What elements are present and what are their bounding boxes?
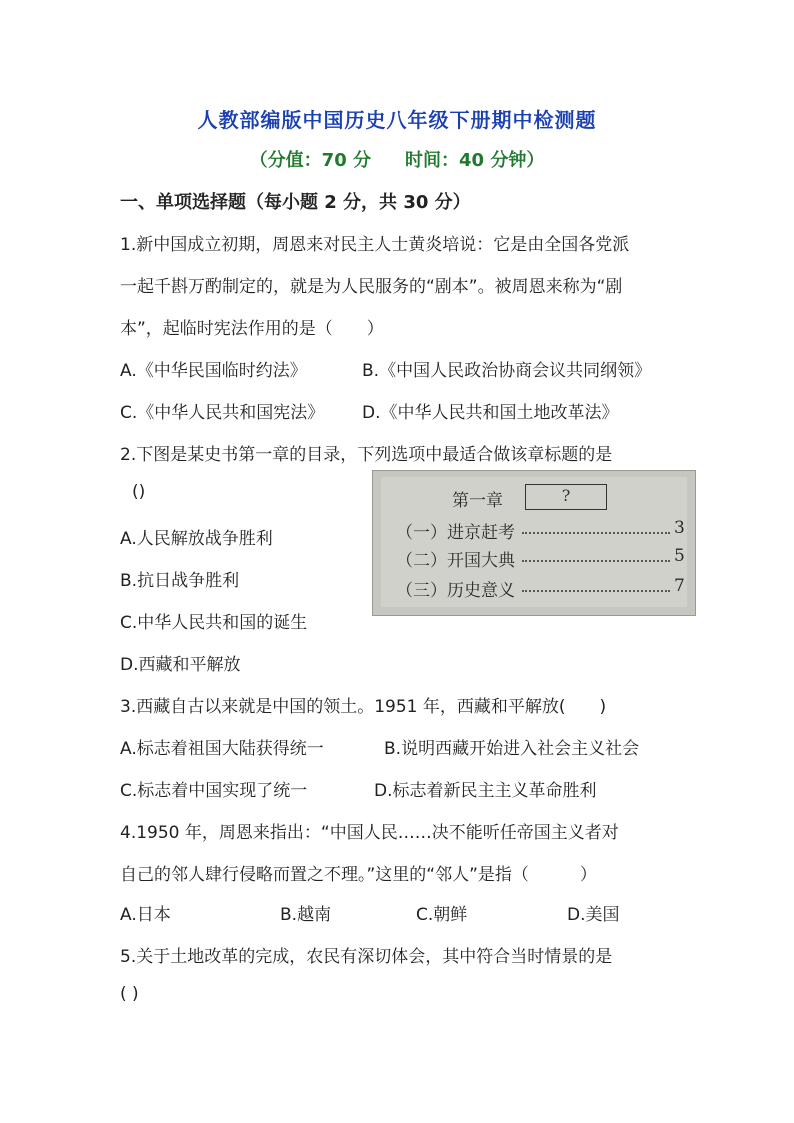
q3-option-b: B.说明西藏开始进入社会主义社会 (384, 739, 640, 759)
q2-line1: 2.下图是某史书第一章的目录，下列选项中最适合做该章标题的是 (120, 445, 613, 465)
q3-line1: 3.西藏自古以来就是中国的领土。1951 年，西藏和平解放( ) (120, 697, 607, 717)
toc-page-2: 5 (674, 546, 685, 566)
q1-line2: 一起千斟万酌制定的，就是为人民服务的“剧本”。被周恩来称为“剧 (120, 277, 623, 297)
toc-title-box: ? (525, 484, 607, 510)
toc-page-1: 3 (674, 518, 685, 538)
toc-dots-1 (522, 530, 670, 534)
q2-line2: () (132, 482, 146, 502)
q1-option-a: A.《中华民国临时约法》 (120, 361, 307, 381)
q4-option-d: D.美国 (567, 905, 620, 925)
q1-line3: 本”，起临时宪法作用的是（ ） (120, 319, 384, 339)
q5-line2: ( ) (120, 984, 139, 1004)
q5-line1: 5.关于土地改革的完成，农民有深切体会，其中符合当时情景的是 (120, 947, 613, 967)
q3-option-c: C.标志着中国实现了统一 (120, 781, 308, 801)
q4-line2: 自己的邻人肆行侵略而置之不理。”这里的“邻人”是指（ ） (120, 865, 597, 885)
toc-item-3: （三）历史意义 (396, 581, 515, 601)
q4-option-c: C.朝鲜 (416, 905, 468, 925)
section-heading: 一、单项选择题（每小题 2 分，共 30 分） (120, 192, 471, 213)
q2-option-b: B.抗日战争胜利 (120, 571, 240, 591)
q1-option-c: C.《中华人民共和国宪法》 (120, 403, 325, 423)
q1-option-b: B.《中国人民政治协商会议共同纲领》 (362, 361, 652, 381)
page-title: 人教部编版中国历史八年级下册期中检测题 (197, 108, 597, 132)
q2-option-c: C.中华人民共和国的诞生 (120, 613, 308, 633)
time-info: 时间：40 分钟） (405, 150, 545, 171)
toc-item-1: （一）进京赶考 (396, 523, 515, 543)
toc-page-3: 7 (674, 576, 685, 596)
q4-option-b: B.越南 (280, 905, 332, 925)
score-info: （分值：70 分 (249, 150, 371, 171)
q3-option-d: D.标志着新民主主义革命胜利 (374, 781, 597, 801)
toc-item-2: （二）开国大典 (396, 551, 515, 571)
exam-info (0, 146, 794, 172)
q4-line1: 4.1950 年，周恩来指出：“中国人民……决不能听任帝国主义者对 (120, 823, 619, 843)
toc-dots-2 (522, 558, 670, 562)
q1-line1: 1.新中国成立初期，周恩来对民主人士黄炎培说：它是由全国各党派 (120, 235, 630, 255)
q2-option-d: D.西藏和平解放 (120, 655, 241, 675)
q1-option-d: D.《中华人民共和国土地改革法》 (362, 403, 619, 423)
q2-option-a: A.人民解放战争胜利 (120, 529, 273, 549)
q3-option-a: A.标志着祖国大陆获得统一 (120, 739, 324, 759)
toc-chapter: 第一章 (452, 491, 503, 511)
q4-option-a: A.日本 (120, 905, 171, 925)
toc-dots-3 (522, 588, 670, 592)
